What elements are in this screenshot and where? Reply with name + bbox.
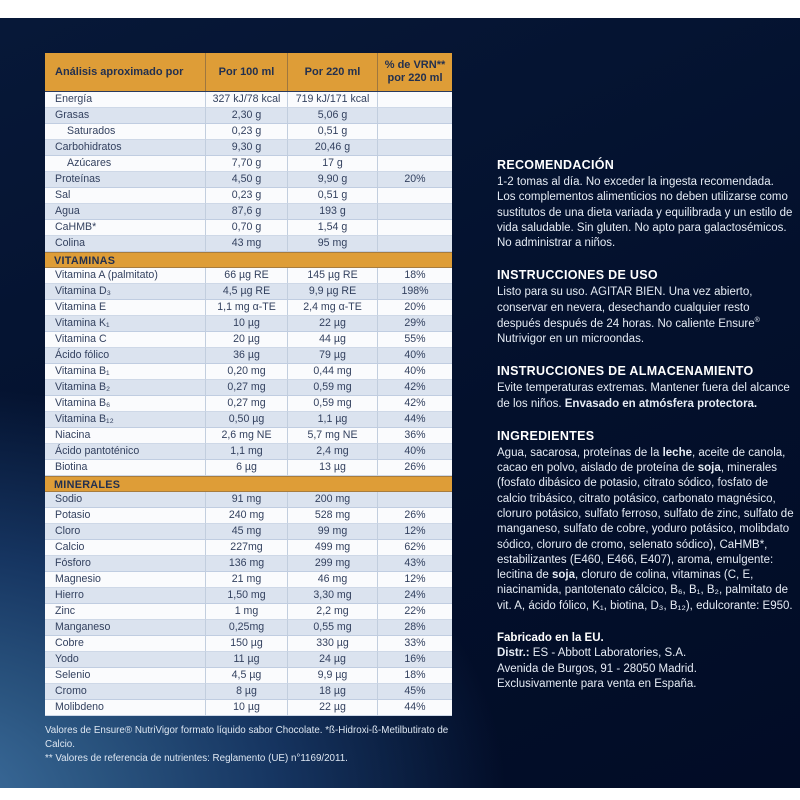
- value-per-100ml: 9,30 g: [205, 140, 287, 156]
- value-per-100ml: 1,1 mg α-TE: [205, 300, 287, 316]
- value-vrn-percent: [377, 204, 452, 220]
- value-per-100ml: 240 mg: [205, 508, 287, 524]
- table-row: [45, 188, 452, 204]
- value-per-220ml: 0,59 mg: [287, 380, 377, 396]
- value-per-100ml: 0,70 g: [205, 220, 287, 236]
- value-per-220ml: 44 µg: [287, 332, 377, 348]
- nutrient-name: Vitamina C: [45, 332, 205, 348]
- value-per-220ml: 24 µg: [287, 652, 377, 668]
- value-per-100ml: 227mg: [205, 540, 287, 556]
- nutrient-name: Yodo: [45, 652, 205, 668]
- exclusive-sale-text: Exclusivamente para venta en España.: [497, 677, 697, 690]
- value-vrn-percent: 29%: [377, 316, 452, 332]
- nutrient-name: Vitamina A (palmitato): [45, 268, 205, 284]
- instrucciones-uso-heading: INSTRUCCIONES DE USO: [497, 268, 658, 283]
- made-in-text: Fabricado en la EU.: [497, 632, 604, 645]
- value-per-100ml: 0,27 mg: [205, 396, 287, 412]
- table-row: [45, 556, 452, 572]
- nutrient-name: Sodio: [45, 492, 205, 508]
- value-vrn-percent: 18%: [377, 668, 452, 684]
- value-per-100ml: 21 mg: [205, 572, 287, 588]
- value-per-220ml: 18 µg: [287, 684, 377, 700]
- value-per-100ml: 87,6 g: [205, 204, 287, 220]
- nutrient-name: Azúcares: [45, 156, 205, 172]
- value-per-220ml: 0,44 mg: [287, 364, 377, 380]
- value-vrn-percent: [377, 236, 452, 252]
- nutrient-name: Biotina: [45, 460, 205, 476]
- table-row: [45, 396, 452, 412]
- nutrient-name: Vitamina K₁: [45, 316, 205, 332]
- nutrient-name: Agua: [45, 204, 205, 220]
- value-per-100ml: 4,5 µg RE: [205, 284, 287, 300]
- value-per-220ml: 1,54 g: [287, 220, 377, 236]
- value-per-100ml: 45 mg: [205, 524, 287, 540]
- value-per-220ml: 17 g: [287, 156, 377, 172]
- value-per-220ml: 46 mg: [287, 572, 377, 588]
- value-per-100ml: 10 µg: [205, 700, 287, 716]
- value-per-220ml: 95 mg: [287, 236, 377, 252]
- section-ingredientes: [497, 429, 794, 614]
- label-background: [0, 18, 800, 788]
- table-row: [45, 588, 452, 604]
- value-per-100ml: 150 µg: [205, 636, 287, 652]
- value-per-100ml: 0,50 µg: [205, 412, 287, 428]
- nutrient-name: Vitamina B₂: [45, 380, 205, 396]
- value-vrn-percent: [377, 188, 452, 204]
- table-row: [45, 412, 452, 428]
- section-instrucciones-almacenamiento: [497, 364, 794, 412]
- value-per-220ml: 9,90 g: [287, 172, 377, 188]
- value-per-220ml: 22 µg: [287, 316, 377, 332]
- value-per-100ml: 36 µg: [205, 348, 287, 364]
- value-per-220ml: 5,06 g: [287, 108, 377, 124]
- value-vrn-percent: 33%: [377, 636, 452, 652]
- value-vrn-percent: 44%: [377, 412, 452, 428]
- column-header-per-100ml: Por 100 ml: [205, 53, 287, 91]
- table-row: [45, 460, 452, 476]
- value-per-100ml: 136 mg: [205, 556, 287, 572]
- value-vrn-percent: 62%: [377, 540, 452, 556]
- nutrient-name: Manganeso: [45, 620, 205, 636]
- distributor-text: Distr.: ES - Abbott Laboratories, S.A.: [497, 647, 687, 660]
- table-row: [45, 220, 452, 236]
- value-per-220ml: 330 µg: [287, 636, 377, 652]
- value-per-220ml: 145 µg RE: [287, 268, 377, 284]
- value-vrn-percent: 44%: [377, 700, 452, 716]
- table-section-header: VITAMINAS: [45, 252, 452, 268]
- value-vrn-percent: 45%: [377, 684, 452, 700]
- value-per-220ml: 0,59 mg: [287, 396, 377, 412]
- value-per-220ml: 2,2 mg: [287, 604, 377, 620]
- nutrient-name: CaHMB*: [45, 220, 205, 236]
- value-per-220ml: 499 mg: [287, 540, 377, 556]
- value-per-100ml: 43 mg: [205, 236, 287, 252]
- nutrient-name: Ácido fólico: [45, 348, 205, 364]
- value-vrn-percent: 26%: [377, 508, 452, 524]
- value-per-220ml: 193 g: [287, 204, 377, 220]
- table-row: [45, 92, 452, 108]
- value-per-100ml: 11 µg: [205, 652, 287, 668]
- column-header-vrn-percent: % de VRN** por 220 ml: [377, 53, 452, 91]
- value-per-100ml: 0,20 mg: [205, 364, 287, 380]
- value-vrn-percent: 24%: [377, 588, 452, 604]
- value-per-220ml: 9,9 µg RE: [287, 284, 377, 300]
- value-per-100ml: 0,25mg: [205, 620, 287, 636]
- value-per-100ml: 0,27 mg: [205, 380, 287, 396]
- value-per-100ml: 4,50 g: [205, 172, 287, 188]
- value-per-100ml: 8 µg: [205, 684, 287, 700]
- ingredientes-text: Agua, sacarosa, proteínas de la leche, aceite de canola, cacao en polvo, aislado de proteína de soja, minerales (fosfato dibásico de potasio, citrato sódico, fosfato de calcio tribásico, citrato potásico, carbonato magnésico, cloruro potásico, sulfato ferroso, sulfato de zinc, sulfato de manganeso, sulfato de cobre, yoduro potásico, molibdato sódico, cloruro de cromo, selenato sódico), CaHMB*, estabilizantes (E460, E466, E407), aroma, emulgente: lecitina de soja, cloruro de colina, vitaminas (C, E, niacinamida, pantotenato cálcico, B₆, B₁, B₂, palmitato de vit. A, ácido fólico, K₁, biotina, D₃, B₁₂), edulcorante: E950.: [497, 446, 794, 612]
- table-row: [45, 492, 452, 508]
- nutrient-name: Vitamina E: [45, 300, 205, 316]
- nutrient-name: Vitamina B₆: [45, 396, 205, 412]
- nutrient-name: Vitamina D₃: [45, 284, 205, 300]
- footnote-values-line: Valores de Ensure® NutriVigor formato líquido sabor Chocolate. *ß-Hidroxi-ß-Metilbutirato de Calcio.: [45, 725, 449, 751]
- value-vrn-percent: 26%: [377, 460, 452, 476]
- value-per-220ml: 2,4 mg α-TE: [287, 300, 377, 316]
- value-vrn-percent: 198%: [377, 284, 452, 300]
- value-per-220ml: 20,46 g: [287, 140, 377, 156]
- value-vrn-percent: 12%: [377, 572, 452, 588]
- value-vrn-percent: [377, 492, 452, 508]
- table-row: [45, 332, 452, 348]
- value-per-100ml: 10 µg: [205, 316, 287, 332]
- table-row: [45, 156, 452, 172]
- nutrient-name: Vitamina B₁₂: [45, 412, 205, 428]
- value-per-100ml: 327 kJ/78 kcal: [205, 92, 287, 108]
- instrucciones-almacenamiento-text: Evite temperaturas extremas. Mantener fuera del alcance de los niños. Envasado en atmósfera protectora.: [497, 382, 790, 410]
- table-row: [45, 380, 452, 396]
- table-row: [45, 684, 452, 700]
- value-vrn-percent: 12%: [377, 524, 452, 540]
- value-vrn-percent: 42%: [377, 396, 452, 412]
- section-instrucciones-uso: [497, 268, 794, 347]
- value-per-220ml: 79 µg: [287, 348, 377, 364]
- info-column: [497, 158, 794, 692]
- value-per-220ml: 3,30 mg: [287, 588, 377, 604]
- nutrient-name: Cromo: [45, 684, 205, 700]
- value-per-220ml: 528 mg: [287, 508, 377, 524]
- value-vrn-percent: 42%: [377, 380, 452, 396]
- nutrition-table-body: [45, 92, 452, 716]
- nutrient-name: Grasas: [45, 108, 205, 124]
- nutrient-name: Colina: [45, 236, 205, 252]
- address-text: Avenida de Burgos, 91 - 28050 Madrid.: [497, 662, 697, 675]
- nutrient-name: Zinc: [45, 604, 205, 620]
- nutrient-name: Fósforo: [45, 556, 205, 572]
- value-vrn-percent: 43%: [377, 556, 452, 572]
- value-vrn-percent: 28%: [377, 620, 452, 636]
- nutrient-name: Selenio: [45, 668, 205, 684]
- value-vrn-percent: 20%: [377, 172, 452, 188]
- value-per-220ml: 5,7 mg NE: [287, 428, 377, 444]
- nutrient-name: Hierro: [45, 588, 205, 604]
- value-per-220ml: 2,4 mg: [287, 444, 377, 460]
- value-vrn-percent: 55%: [377, 332, 452, 348]
- table-row: [45, 108, 452, 124]
- nutrient-name: Sal: [45, 188, 205, 204]
- table-row: [45, 124, 452, 140]
- value-vrn-percent: 18%: [377, 268, 452, 284]
- value-per-220ml: 13 µg: [287, 460, 377, 476]
- recomendacion-heading: RECOMENDACIÓN: [497, 158, 615, 172]
- table-row: [45, 636, 452, 652]
- value-per-100ml: 4,5 µg: [205, 668, 287, 684]
- value-per-220ml: 0,51 g: [287, 188, 377, 204]
- table-row: [45, 172, 452, 188]
- value-vrn-percent: 36%: [377, 428, 452, 444]
- value-per-100ml: 66 µg RE: [205, 268, 287, 284]
- value-per-100ml: 0,23 g: [205, 188, 287, 204]
- nutrient-name: Ácido pantoténico: [45, 444, 205, 460]
- value-per-220ml: 1,1 µg: [287, 412, 377, 428]
- table-section-header: MINERALES: [45, 476, 452, 492]
- value-vrn-percent: 16%: [377, 652, 452, 668]
- value-per-220ml: 719 kJ/171 kcal: [287, 92, 377, 108]
- instrucciones-almacenamiento-heading: INSTRUCCIONES DE ALMACENAMIENTO: [497, 364, 754, 379]
- value-per-220ml: 9,9 µg: [287, 668, 377, 684]
- value-per-100ml: 6 µg: [205, 460, 287, 476]
- value-vrn-percent: 40%: [377, 364, 452, 380]
- value-per-100ml: 1,1 mg: [205, 444, 287, 460]
- nutrient-name: Energía: [45, 92, 205, 108]
- table-row: [45, 268, 452, 284]
- value-vrn-percent: 40%: [377, 444, 452, 460]
- value-vrn-percent: 40%: [377, 348, 452, 364]
- nutrient-name: Cloro: [45, 524, 205, 540]
- value-per-100ml: 91 mg: [205, 492, 287, 508]
- nutrient-name: Potasio: [45, 508, 205, 524]
- nutrient-name: Magnesio: [45, 572, 205, 588]
- value-vrn-percent: [377, 108, 452, 124]
- value-per-220ml: 22 µg: [287, 700, 377, 716]
- column-header-per-220ml: Por 220 ml: [287, 53, 377, 91]
- table-row: [45, 364, 452, 380]
- nutrient-name: Vitamina B₁: [45, 364, 205, 380]
- value-vrn-percent: [377, 156, 452, 172]
- nutrient-name: Cobre: [45, 636, 205, 652]
- value-per-220ml: 299 mg: [287, 556, 377, 572]
- table-row: [45, 300, 452, 316]
- table-row: [45, 444, 452, 460]
- footnote-vrn-line: ** Valores de referencia de nutrientes: Reglamento (UE) n°1169/2011.: [45, 753, 348, 765]
- instrucciones-uso-text: Listo para su uso. AGITAR BIEN. Una vez abierto, conservar en nevera, desechando cualquier resto después después de 24 horas. No caliente Ensure® Nutrivigor en un microondas.: [497, 286, 760, 346]
- nutrient-name: Calcio: [45, 540, 205, 556]
- table-row: [45, 316, 452, 332]
- column-header-analysis: Análisis aproximado por: [55, 65, 184, 78]
- value-vrn-percent: [377, 92, 452, 108]
- table-row: [45, 348, 452, 364]
- section-recomendacion: [497, 158, 794, 251]
- nutrient-name: Niacina: [45, 428, 205, 444]
- nutrient-name: Carbohidratos: [45, 140, 205, 156]
- value-per-100ml: 7,70 g: [205, 156, 287, 172]
- nutrient-name: Molibdeno: [45, 700, 205, 716]
- value-vrn-percent: [377, 124, 452, 140]
- table-row: [45, 540, 452, 556]
- table-row: [45, 204, 452, 220]
- value-per-220ml: 0,55 mg: [287, 620, 377, 636]
- value-vrn-percent: [377, 220, 452, 236]
- table-row: [45, 428, 452, 444]
- value-per-100ml: 2,6 mg NE: [205, 428, 287, 444]
- value-per-220ml: 0,51 g: [287, 124, 377, 140]
- table-row: [45, 524, 452, 540]
- table-row: [45, 620, 452, 636]
- nutrition-table: [45, 53, 452, 716]
- ingredientes-heading: INGREDIENTES: [497, 428, 595, 443]
- nutrient-name: Saturados: [45, 124, 205, 140]
- value-per-100ml: 1 mg: [205, 604, 287, 620]
- table-row: [45, 572, 452, 588]
- table-row: [45, 140, 452, 156]
- table-header-row: [45, 53, 452, 92]
- manufacturer-info: [497, 631, 794, 692]
- table-row: [45, 508, 452, 524]
- table-row: [45, 652, 452, 668]
- value-per-100ml: 2,30 g: [205, 108, 287, 124]
- value-per-220ml: 200 mg: [287, 492, 377, 508]
- table-row: [45, 236, 452, 252]
- value-vrn-percent: 22%: [377, 604, 452, 620]
- table-row: [45, 284, 452, 300]
- value-per-220ml: 99 mg: [287, 524, 377, 540]
- value-vrn-percent: 20%: [377, 300, 452, 316]
- value-per-100ml: 0,23 g: [205, 124, 287, 140]
- recomendacion-text: 1-2 tomas al día. No exceder la ingesta recomendada. Los complementos alimenticios no deben utilizarse como sustitutos de una dieta variada y equilibrada y un estilo de vida saludable. Sin gluten. No apto para galactosémicos. No administrar a niños.: [497, 176, 793, 250]
- value-per-100ml: 20 µg: [205, 332, 287, 348]
- table-row: [45, 604, 452, 620]
- table-row: [45, 700, 452, 716]
- nutrient-name: Proteínas: [45, 172, 205, 188]
- table-row: [45, 668, 452, 684]
- table-footnotes: [45, 724, 477, 767]
- value-per-100ml: 1,50 mg: [205, 588, 287, 604]
- value-vrn-percent: [377, 140, 452, 156]
